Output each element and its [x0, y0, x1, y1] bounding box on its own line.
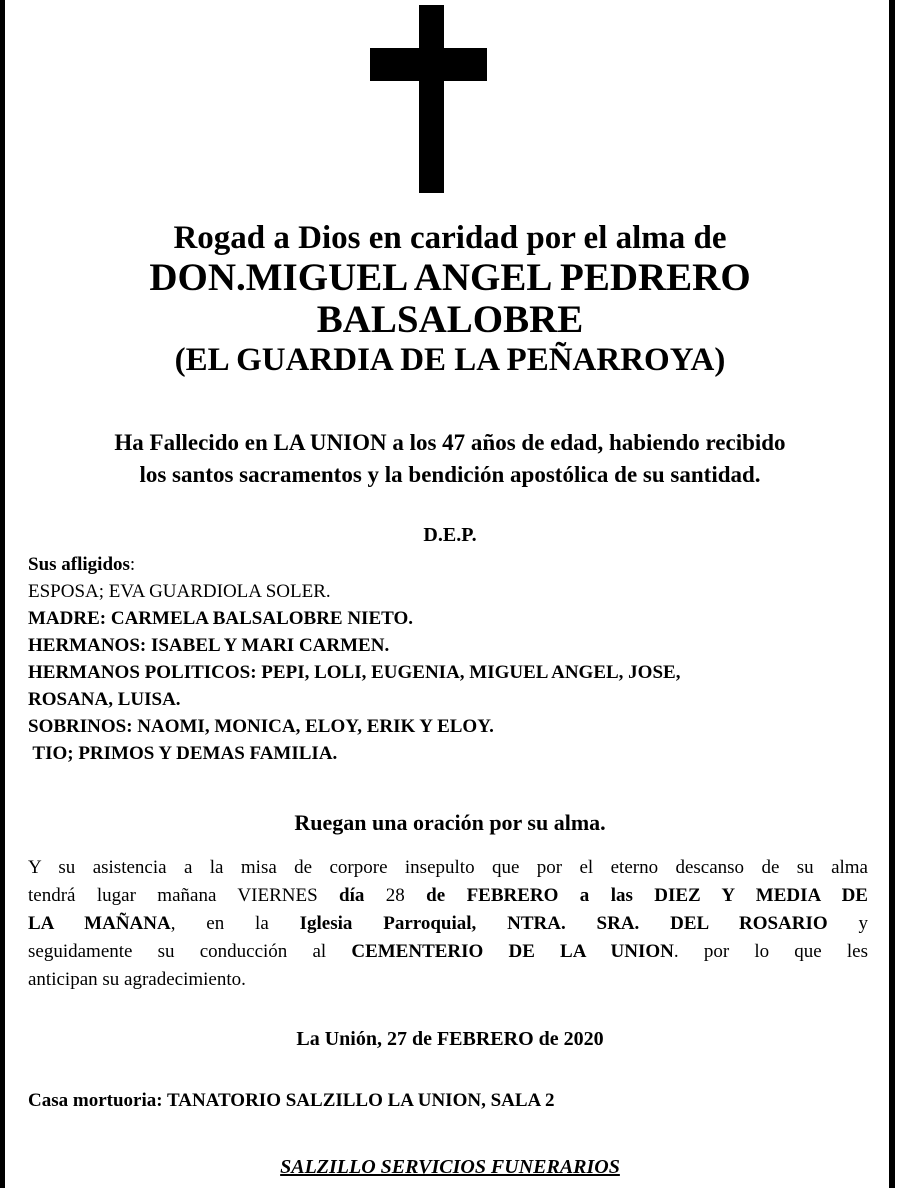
mourners-heading: Sus afligidos: [28, 554, 130, 575]
mass-text: , en la: [170, 913, 300, 934]
dep-label: D.E.P.: [423, 524, 477, 546]
funeral-home: Casa mortuoria: TANATORIO SALZILLO LA UNION, SALA 2: [28, 1090, 555, 1111]
mass-details-line3: [28, 910, 868, 938]
mourner-esposa: ESPOSA; EVA GUARDIOLA SOLER.: [28, 581, 331, 602]
prayer-request: Ruegan una oración por su alma.: [294, 810, 606, 835]
mass-text: . por lo que les: [673, 941, 868, 962]
deceased-nickname: (EL GUARDIA DE LA PEÑARROYA): [174, 342, 726, 378]
mourner-hermanos: HERMANOS: ISABEL Y MARI CARMEN.: [28, 635, 390, 656]
mass-details: [28, 854, 868, 994]
mass-time-suffix: LA MAÑANA: [28, 913, 171, 934]
mourner-tio: TIO; PRIMOS Y DEMAS FAMILIA.: [28, 743, 338, 764]
cross-vertical-bar: [419, 5, 444, 193]
deceased-name-line1: DON.MIGUEL ANGEL PEDRERO: [149, 256, 751, 299]
funeral-service-name: SALZILLO SERVICIOS FUNERARIOS: [280, 1156, 620, 1178]
mourner-hermanos-politicos-2: ROSANA, LUISA.: [28, 689, 181, 710]
mass-details-line2: [28, 882, 868, 910]
mass-details-line5: anticipan su agradecimiento.: [28, 969, 246, 990]
mass-text: seguidamente su conducción al: [28, 941, 352, 962]
mourners-heading-colon: :: [129, 554, 136, 575]
mourner-sobrinos: SOBRINOS: NAOMI, MONICA, ELOY, ERIK Y ELOY.: [28, 716, 494, 737]
mass-text: tendrá lugar mañana VIERNES: [28, 885, 340, 906]
mass-cemetery: CEMENTERIO DE LA UNION: [351, 941, 674, 962]
cross-horizontal-bar: [370, 48, 487, 81]
mourners-heading-row: [28, 551, 878, 578]
mourners-list: [28, 551, 878, 767]
death-notice: [20, 427, 880, 491]
deceased-name-line2: BALSALOBRE: [316, 298, 584, 341]
mass-date-time: de FEBRERO a las DIEZ Y MEDIA DE: [426, 885, 868, 906]
latin-cross-icon: [0, 0, 900, 200]
title-block: [0, 220, 900, 379]
mass-details-line1: Y su asistencia a la misa de corpore insepulto que por el eterno descanso de su alma: [28, 857, 868, 878]
mass-text: y: [827, 913, 868, 934]
mass-day-number: 28: [364, 885, 427, 906]
mass-church: Iglesia Parroquial, NTRA. SRA. DEL ROSARIO: [299, 913, 828, 934]
mass-day-label: día: [339, 885, 365, 906]
mass-details-line4: [28, 938, 868, 966]
title-invocation: Rogad a Dios en caridad por el alma de: [173, 220, 727, 256]
death-notice-line1: Ha Fallecido en LA UNION a los 47 años de edad, habiendo recibido: [114, 430, 786, 455]
notice-date: La Unión, 27 de FEBRERO de 2020: [296, 1028, 604, 1050]
mourner-madre: MADRE: CARMELA BALSALOBRE NIETO.: [28, 608, 413, 629]
death-notice-line2: los santos sacramentos y la bendición apostólica de su santidad.: [139, 462, 761, 487]
mourner-hermanos-politicos-1: HERMANOS POLITICOS: PEPI, LOLI, EUGENIA, MIGUEL ANGEL, JOSE,: [28, 662, 681, 683]
